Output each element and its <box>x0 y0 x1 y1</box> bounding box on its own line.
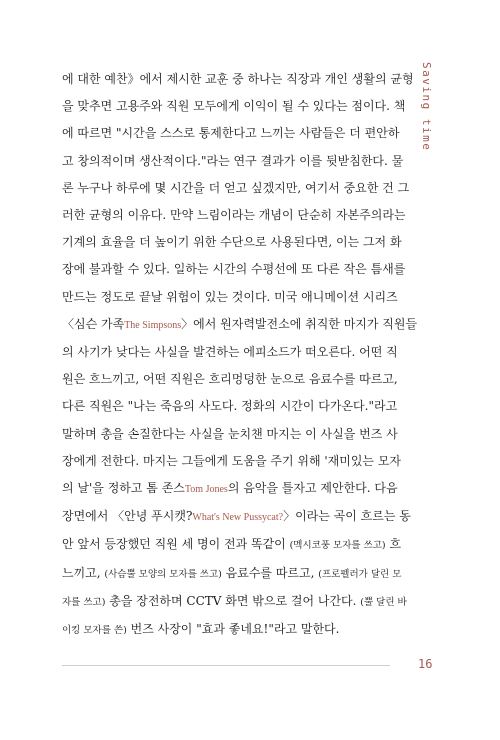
line-text: 장면에서 〈안녕 푸시캣? <box>62 509 193 524</box>
aside-note: (멕시코풍 모자를 쓰고) <box>289 540 386 552</box>
line-text: 음료수를 따르고, <box>221 565 319 580</box>
line-text: 총을 장전하며 CCTV 화면 밖으로 걸어 나간다. <box>105 593 361 608</box>
text-line: 장에 불과할 수 있다. 일하는 시간의 수평선에 또 다른 작은 틈새를 <box>62 262 406 277</box>
text-line <box>62 503 411 531</box>
text-line <box>62 616 398 644</box>
text-line: 에 대한 예찬》에서 제시한 교훈 중 하나는 직장과 개인 생활의 균형 <box>62 72 414 86</box>
aside-note: (뿔 달린 바 <box>360 596 407 608</box>
text-line: 말하며 총을 손질한다는 사실을 눈치챈 마지는 이 사실을 번즈 사 <box>62 426 398 441</box>
aside-note: (프로펠러가 달린 모 <box>318 568 402 580</box>
text-line: 론 누구나 하루에 몇 시간을 더 얻고 싶겠지만, 여기서 중요한 건 그 <box>62 180 410 195</box>
text-line: 기계의 효율을 더 높이기 위한 수단으로 사용된다면, 이는 그저 화 <box>62 235 402 250</box>
body-text <box>62 66 418 644</box>
page-number: 16 <box>418 657 433 671</box>
english-title: The Simpsons <box>124 319 182 331</box>
text-line: 원은 흐느끼고, 어떤 직원은 흐리멍덩한 눈으로 음료수를 따르고, <box>62 372 398 387</box>
line-text: 느끼고, <box>62 565 105 580</box>
text-line: 다른 직원은 "나는 죽음의 사도다. 정화의 시간이 다가온다."라고 <box>62 399 398 414</box>
text-line: 을 맞추면 고용주와 직원 모두에게 이익이 될 수 있다는 점이다. 책 <box>62 99 406 114</box>
text-line <box>62 560 402 588</box>
line-text: 〈심슨 가족 <box>62 316 125 331</box>
line-text: 의 음악을 틀자고 제안한다. 다음 <box>227 481 398 496</box>
line-text: 〉에서 원자력발전소에 취직한 마지가 직원들 <box>181 316 418 331</box>
line-text: 흐 <box>385 537 402 552</box>
english-name: Tom Jones <box>184 484 228 496</box>
aside-note: 이킹 모자를 쓴) <box>62 625 127 637</box>
english-song-title: What's New Pussycat? <box>192 512 284 524</box>
text-line <box>62 531 402 559</box>
aside-note: (사슴뿔 모양의 모자를 쓰고) <box>104 568 222 580</box>
text-line: 러한 균형의 이유다. 만약 느림이라는 개념이 단순히 자본주의라는 <box>62 208 406 223</box>
running-head: Saving time <box>420 62 433 152</box>
footer-rule <box>62 665 390 666</box>
line-text: 안 앞서 등장했던 직원 세 명이 전과 똑같이 <box>62 537 290 552</box>
aside-note: 자를 쓰고) <box>62 596 106 608</box>
text-line: 에 따르면 "시간을 스스로 통제한다고 느끼는 사람들은 더 편안하 <box>62 126 400 141</box>
text-line: 만드는 정도로 끝날 위험이 있는 것이다. 미국 애니메이션 시리즈 <box>62 289 398 304</box>
text-line: 의 사기가 낮다는 사실을 발견하는 에피소드가 떠오른다. 어떤 직 <box>62 345 398 360</box>
text-line <box>62 475 398 503</box>
line-text: 번즈 사장이 "효과 좋네요!"라고 말한다. <box>126 622 340 637</box>
text-line: 고 창의적이며 생산적이다."라는 연구 결과가 이를 뒷받침한다. 물 <box>62 153 404 168</box>
text-line <box>62 311 418 339</box>
line-text: 〉이라는 곡이 흐르는 동 <box>283 509 411 524</box>
text-line <box>62 588 407 616</box>
text-line: 장에게 전한다. 마지는 그들에게 도움을 주기 위해 '재미있는 모자 <box>62 453 402 468</box>
line-text: 의 날'을 정하고 톰 존스 <box>62 481 185 496</box>
